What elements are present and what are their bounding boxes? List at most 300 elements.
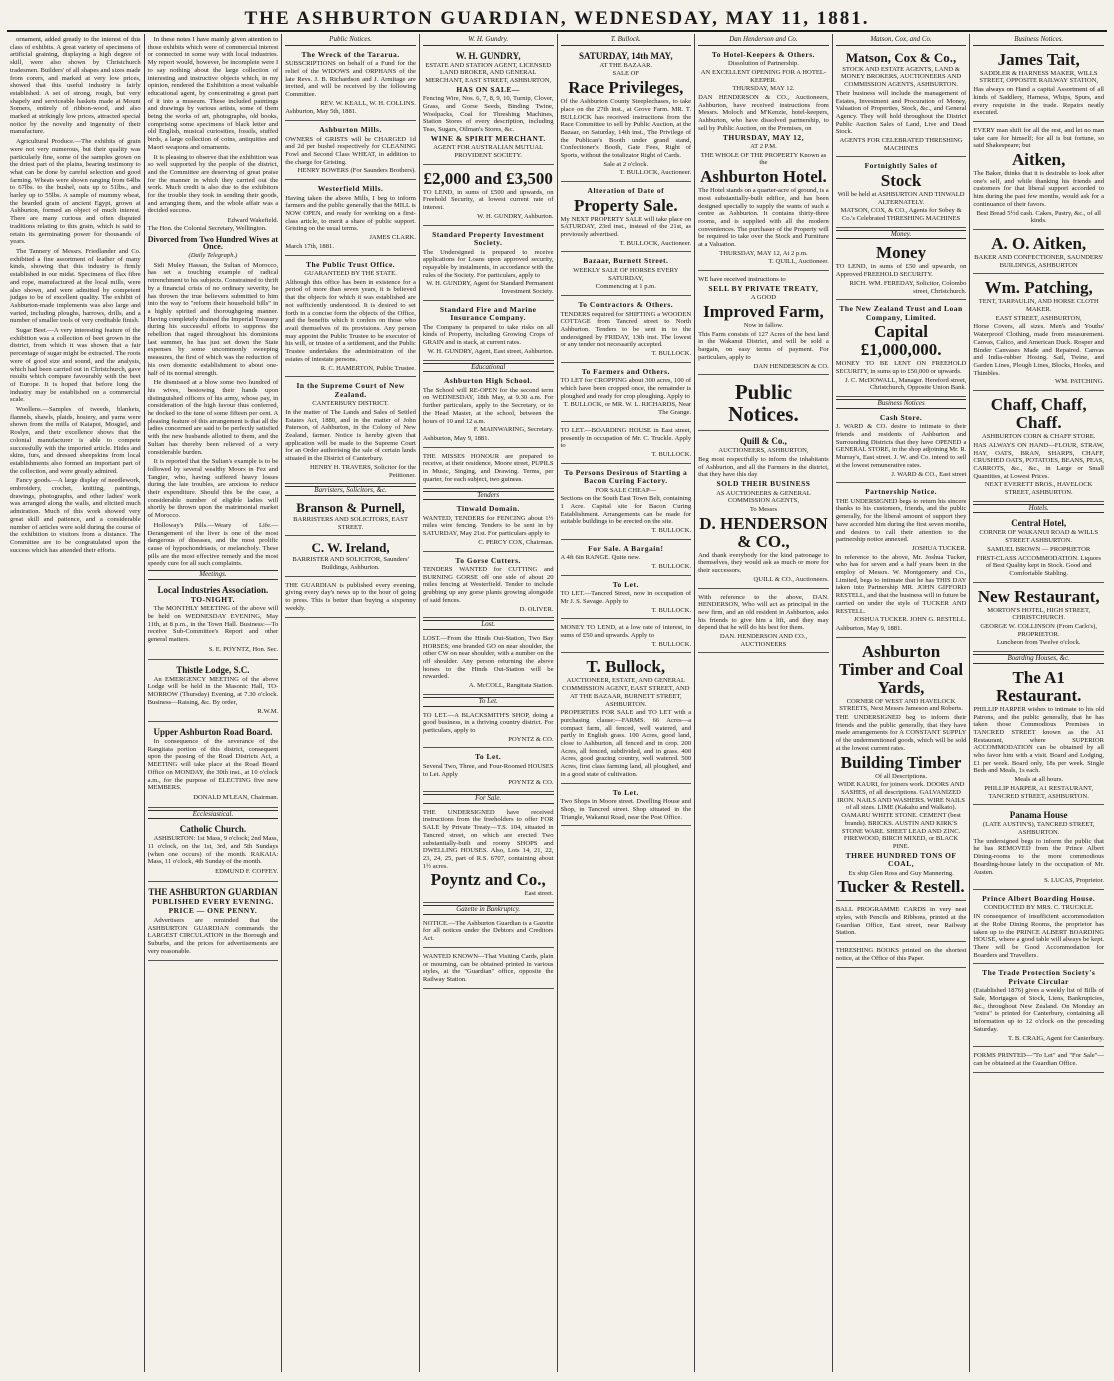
section-heading: Boarding Houses, &c. [973,654,1104,664]
article-paragraph: It is pleasing to observe that the exhibition was so well supported by the people of the district, and the Committee are deserving of great praise for the manner in which they carried out the work. Much credit is also due to the exhibitors for the trouble they took in sending their goods, and arranging them, and the whole affair was a decided success. [147,153,279,215]
advert-body: In the matter of The Lands and Sales of Settled Estates Act, 1880, and in the matter of John Paterson, of Ashburton, in the Colony of New Zealand, farmer. Notice is hereby given that application will be made to the Supreme Court for an Order authorising the sale of certain lands situated in the District of Canterbury. [285,408,416,463]
advert-signature: T. BULLOCK. [651,640,692,648]
advert-signature: MATSON, COX, & CO., Agents for Sobey & Co.'s Celebrated THRESHING MACHINES [840,207,962,223]
advert-signature: T. BULLOCK, Auctioneer. [619,169,692,177]
advert-body: Beg most respectfully to inform the inhabitants of Ashburton, and all the Farmers in the district, that they have this day [698,456,829,479]
advert-headline: Poyntz and Co., [430,870,546,890]
notice-signature: EDMUND F. COFFEY. [215,868,279,876]
advert-body: Two Shops in Moore street. Dwelling House and Shop, in Tancred street. Shop situated in the Triangle, Wakanui Road, near the Post Office. [560,798,692,821]
advert-body: FORMS PRINTED—"To Let" and "For Sale"—can be obtained at the Guardian Office. [973,1052,1104,1067]
advert-signature: T. BULLOCK. [651,350,692,358]
advert-subtitle: SELL BY PRIVATE TREATY, [708,283,819,293]
advert-title: Ashburton High School. [444,376,533,386]
advert-subtitle: SOLD THEIR BUSINESS [716,479,811,489]
advert-body: Of the Ashburton County Steeplechases, to take place on the 27th inst., at Grove Farm. MR. T. BULLOCK has received instructions from the Race Committee to sell by Public Auction, at the Bazaar, on Saturday, 14th inst., The Privilege of the Publican's Booth under grand stand, Confectioner's Booth, Gate Fees, Right of Sports, without the totalizator Right of Cards. [560,98,692,160]
advert-title: The Trade Protection Society's Private Circular [982,968,1096,986]
section-heading: Meetings. [148,570,279,580]
advert-body: Sections on the South East Town Belt, containing 1 Acre. Capital site for Bacon Curing Establishment. Arrangements can be made for suitable buildings to be erected on the site. [560,495,692,526]
advert-signature: JAMES CLARK. [369,234,416,242]
advert-subtitle: AUCTIONEER, ESTATE, AND GENERAL COMMISSION AGENT, EAST STREET, AND AT THE BAZAAR, BURNETT STREET, ASHBURTON. [562,677,690,708]
advert-title: To Hotel-Keepers & Others. [711,49,815,59]
advert [698,273,829,375]
advert [973,966,1104,1047]
masthead [7,4,1107,32]
advert-title: Branson & Purnell, [296,499,405,515]
advert-signature: DAN. HENDERSON AND CO., AUCTIONEERS [719,633,808,648]
advert-subtitle: AN EXCELLENT OPENING FOR A HOTEL-KEEPER. [700,68,827,84]
column-4 [420,34,558,1372]
advert [836,241,967,300]
advert-headline: A. O. Aitken, [991,233,1087,253]
advert-body: WANTED, TENDERS for FENCING about 1½ miles wire fencing. Tenders to be sent in by SATURDAY, May 21st. For particulars apply to [422,514,554,538]
advert [285,498,416,536]
advert-body: EVERY man shift for all the rest, and let no man take care for himself; for all is but fortune, so said Shakespeare; but [973,126,1104,150]
advert-signature: T. BULLOCK. [651,563,692,571]
advert-body: IN consequence of insufficient accommodation at the Robe Dining Rooms, the proprietor has taken up to the PRINCE ALBERT BOARDING HOUSE, where a good table will always be kept. There will be Good Accommodation for Boarders and Travellers. [973,913,1104,959]
section-heading: Money. [836,230,967,240]
notice-signature: DONALD M'LEAN, Chairman. [193,793,279,801]
advert [285,538,416,576]
column-2 [145,34,283,1372]
advert [973,232,1104,274]
advert-title: In the Supreme Court of New Zealand. [296,381,405,399]
advert-body: NOTICE.—The Ashburton Guardian is a Gazette for all notices under the Debtors and Creditors Act. [422,919,554,943]
section-heading: For Sale. [423,794,554,804]
advert-subtitle: THREE HUNDRED TONS OF COAL, [845,850,957,869]
column-heading: Dan Henderson and Co. [698,36,829,46]
notice-title: Catholic Church. [179,824,247,835]
advert-title: Cash Store. [879,412,923,422]
advert [561,466,692,540]
advert [423,48,554,165]
advert-headline: Wm. Patching, [984,278,1093,298]
advert-subtitle: A GOOD [750,294,776,302]
advert-body: Although this office has been in existence for a period of more than seven years, it is believed that the objects for which it was established are not sufficiently understood. It is desired to set forth in a concise form the objects of the Office, and the benefits which it confers on those who avail themselves of its provisions. Any person may appoint the Public Trustee to be executor of his will, or trustee of a settlement, and the Public Trustee undertakes the administration of the estates of intestate persons. [285,278,416,363]
advert [423,303,554,361]
advert-title: For Sale. A Bargain! [588,543,664,553]
church-notice [148,821,279,882]
advert [698,433,829,588]
advert-subtitle: Now in fallow. [743,322,784,330]
advert-body: Horse Covers, all sizes. Men's and Youths' Waterproof Clothing, made from measurement. Canvas, Calico, and American Duck. Rosper and Binder Canvases Made and Repaired. Canvas and India-rubber Hosing. Sail, Twine, and Garden Lines, Plough Lines, Blocks, Hooks, and Thimbles. [973,323,1104,377]
advert-body: Several Two, Three, and Four-Roomed HOUSES to Let. Apply [422,762,554,778]
advert-signature: GEORGE W. COLLINSON (From Carlo's), PROPRIETOR. [980,623,1097,638]
advert [973,393,1104,502]
advert [973,666,1104,805]
advert [973,892,1104,964]
column-6 [695,34,833,1372]
advert-subtitle: ESTATE AND STATION AGENT, LICENSED LAND BROKER, AND GENERAL MERCHANT, EAST STREET, ASHBURTON, [425,61,552,85]
notice-title: Local Industries Association. [157,584,269,595]
advert-body: THE UNDERSIGNED begs to return his sincere thanks to his customers, friends, and the public generally, for the liberal amount of support they have accorded him during the first seven months, and desires to call their attention to the partnership notice annexed. [835,497,967,544]
advert-signature: F. MAINWARING, Secretary. [473,426,554,434]
advert [561,184,692,252]
advert-body: THRESHING BOOKS printed on the shortest notice, at the Office of this Paper. [835,947,967,962]
advert-title: Prince Albert Boarding House. [982,893,1096,903]
advert [423,228,554,301]
advert-signature: C. PERCY COX, Chairman. [478,538,554,546]
advert-list: WIDE KAURI, for joiners work. DOORS AND SASHES, of all descriptions. GALVANIZED IRON. NAILS AND WASHERS. WIRE NAILS of all sizes. LIME (Kakahu and Walkato). OAMARU WHITE STONE. CEMENT (best brands). BRICKS. AUSTIN AND KIRK'S STONE WARE. SHEET LEAD AND ZINC. FIREWOOD, BIRCH MIXED, or BLACK PINE. [837,781,965,850]
advert-body: TO LET.—Tancred Street, now in occupation of Mr J. S. Savage. Apply to [560,590,692,605]
advert-body: Their business will include the management of Estates, Investment and Procuration of Money, Valuation of Properties, Stock, &c., and General Agency. They will hold throughout the District Public Auction Sales of Land, Live and Dead Stock. [835,89,967,136]
advert-subtitle: Of all Descriptions. [875,772,927,780]
notice-title: Upper Ashburton Road Board. [153,727,273,738]
advert-signature: DAN HENDERSON & CO. [753,362,829,370]
advert-subtitle: MORTON'S HOTEL, HIGH STREET, CHRISTCHURCH. [987,606,1091,622]
section-heading: Educational [423,363,554,373]
advert-body: THE UNDERSIGNED have received instructions from the freeholders to offer FOR SALE by Private Treaty—T.S. 104, situated in Tancred street, on which are erected Two substantially-built and roomy SHOPS and DWELLING HOUSES. Also, Lots 14, 21, 22, 23, 24, 25, part of R.S. 6707, containing about 1½ acres. [422,808,554,870]
advert-title: To Contractors & Others. [578,300,674,310]
notice-body: In consequence of the severance of the Rangitata portion of this district, consequent upon the passing of the Road Districts Act, a MEETING will take place at the Road Board Office on MONDAY, the 30th inst., at 10 o'clock a.m., for the purpose of ELECTING five new MEMBERS. [147,738,279,792]
article-paragraph: In these notes I have mainly given attention to those exhibits which were of commercial interest or connected in some way with local industries. My report would, however, be incomplete were I to say nothing about the large collection of interesting and instructive objects which, in my opinion, rendered the Exhibition a most valuable educational agent, by concentrating a great part of it into a museum. These included paintings and drawings by various artists, some of them being the works of art, photographs, old books, comprising some specimens of black letter and old English, musical curiosities, fossils, stuffed birds, a large collection of coins, antiquities and Maori weapons and ornaments. [147,36,279,151]
advert-signature: S. LUCAS, Proprietor. [1044,877,1104,885]
advert-headline: D. HENDERSON & CO., [699,513,828,551]
advert-body: The Baker, thinks that it is desirable to look after one's self, and while thanking his friends and customers for that liberal support accorded to him during the past few months, would ask for a continuance of their favors. [973,170,1104,208]
advert [423,502,554,551]
notice-signature: R.W.M. [257,708,279,716]
advert-body: TENDERS WANTED for CUTTING and BURNING GORSE off one side of about 20 miles fencing at Westerfield. Tender to include grubbing up any gorse plants growing alongside of said fences. [422,566,554,604]
advert-body: The Undersigned is prepared to receive applications for Loans upon approved security, repayable by instalments, in accordance with the rules of the Society. For particulars, apply to [422,248,554,279]
advert-subtitle: To Messrs [749,506,778,514]
advert [423,450,554,489]
advert [836,944,967,967]
advert [836,302,967,397]
advert-time: Sale at 2 o'clock. [603,160,649,168]
advert-signature: NEXT EVERETT BROS., HAVELOCK STREET, ASHBURTON. [984,481,1093,497]
section-heading: Gazette in Bankruptcy. [423,905,554,915]
advert-signature: W. H. GUNDRY, Agent, East street, Ashburton. [427,347,554,355]
advert [285,258,416,378]
advert-body: FIRST-CLASS ACCOMMODATION. Liquors of Best Quality kept in Stock. Good and Comfortable Stabling. [976,554,1101,577]
advert-signature: T. QUILL, Auctioneer. [768,258,829,266]
advert-signature: HENRY H. TRAVERS, Solicitor for the Petitioner. [309,463,416,479]
advert-body: The Hotel stands on a quarter-acre of ground, is a most substantially-built edifice, and has been designed specially to supply the wants of such a centre as Ashburton. It contains thirty-three rooms, and is supplied with all the modern conveniences. The purchaser of the Property will be required to take over the Stock and Furniture at a Valuation. [698,187,829,249]
advert [285,123,416,180]
advert-title: Central Hotel, [1011,518,1067,529]
advert-body: TO LET.—BOARDING HOUSE in East street, presently in occupation of Mr. C. Truckle. Apply to [560,426,692,450]
advert [836,485,967,637]
notice-signature: S. E. POYNTZ, Hon. Sec. [208,645,279,653]
advert-subtitle: SADDLER & HARNESS MAKER, WILLS STREET, OPPOSITE RAILWAY STATION, [979,69,1099,85]
advert-signature: REV. W. KEALL, W. H. COLLINS. [320,99,416,107]
advert-signature: W. H. GUNDRY, Agent for Standard Permanent Investment Society. [426,280,554,296]
advert-subtitle: HAS ON SALE— [456,84,520,94]
advert-signature: RICH. WM. FEREDAY, Solicitor, Colombo street, Christchurch. [849,279,967,295]
advert [973,276,1104,391]
advert-subtitle: Meals at all hours. [1014,776,1064,784]
advert-body: The School will RE-OPEN for the second term on WEDNESDAY, 18th May, at 9.30 a.m. For further particulars, apply to the Secretary, or to the Head Master, at the school, between the hours of 10 and 12 a.m. [422,386,554,425]
advert-signature: J. C. McDOWALL, Manager. Hereford street, Christchurch, Opposite Union Bank. [845,376,967,392]
advert-body: HAS ALWAYS ON HAND—FLOUR, STRAW, HAY, OATS, BRAN, SHARPS, CHAFF, CRUSHED OATS, POTATOES, BEANS, PEAS, CARROTS, &c., &c., in Large or Small Quantities, at Lowest Prices. [973,441,1104,480]
advert-title: The New Zealand Trust and Loan Company, Limited. [839,304,963,322]
advert-subtitle: TENT, TARPAULIN, AND HORSE CLOTH MAKER. [978,298,1099,314]
article-headline: Divorced from Two Hundred Wives at Once. [147,234,279,252]
advert-headline: Ashburton Hotel. [700,167,827,187]
advert [423,374,554,447]
article-paragraph: Fancy goods.—A large display of needlework, embroidery, crochet, knitting, paintings, drawings, photographs, and other ladies' work was arranged along the walls, and elicited much admiration. Much of this work showed very great skill and patience, and a considerable number of articles were sold during the course of the exhibition to visitors from a distance. The Committee are to be congratulated upon the success which has attended their efforts. [10,477,141,554]
advert-title: C. W. Ireland, [311,540,390,556]
advert [423,950,554,989]
advert-title: Matson, Cox & Co., [845,49,957,65]
advert-subtitle: FOR SALE CHEAP— [595,486,657,494]
notice-subtitle: PRICE — ONE PENNY. [168,906,258,916]
advert-headline: Capital £1,000,000. [860,322,942,360]
advert-headline: Aitken, [1012,150,1066,170]
advert-body: TENDERS required for SHIFTING a WOODEN COTTAGE from Tancred street to North Ashburton. Tenders to be sent in to the undersigned by FRIDAY, 13th inst. The lowest or any tender not necessarily accepted. [560,310,692,349]
article-paragraph: Sidi Muley Hassan, the Sultan of Morocco, has set a touching example of radical retrenchment to his subjects. Constrained to thrift by a financial crisis of no ordinary severity, he has thrown the true believers submitted to him into the way to "reform their household bills" in a highly spirited and thoroughgoing manner. Having completely drained the Imperial Treasury during his successful efforts to suppress the rebellion that raged throughout his dominions last summer, he has just set down the State expenses by some uncommonly sweeping measures, the first of which was the reduction of his own domestic establishment to about one-half of its normal strength. [147,261,279,377]
advert-subtitle: AS AUCTIONEERS & GENERAL COMMISSION AGENTS, [716,489,811,505]
advert-title: Panama House [1009,810,1068,821]
advert [973,1049,1104,1072]
advert-body: LOST.—From the Hinds Out-Station, Two Bay HORSES; one branded GO on near shoulder, the other CW on near shoulder, with a number on the off shoulder. Any person returning the above horses to the Hinds Out-Station will be rewarded. [422,634,554,681]
meeting-notice [148,582,279,660]
advert-body: BALL PROGRAMME CARDS in very neat styles, with Pencils and Ribbons, printed at the Guardian Office, East street, near Railway Station. [835,906,967,937]
advert-title: To Let. [475,752,502,762]
column-3 [282,34,420,1372]
advert-headline: The A1 Restaurant. [995,667,1082,705]
notice-body: ASHBURTON: 1st Mass, 9 o'clock; 2nd Mass, 11 o'clock, on the 1st, 3rd, and 5th Sundays (when one occurs) of the month. RAKAIA: Mass, 11 o'clock, 4th Sunday of the month. [147,835,279,866]
advert-body: My NEXT PROPERTY SALE will take place on SATURDAY, 23rd inst., instead of the 21st, as previously advertised. [560,215,692,239]
advert-subtitle: AT 2 P.M. [750,143,777,151]
advert-subtitle: GUARANTEED BY THE STATE. [304,270,397,278]
advert-body: (Established 1876) gives a weekly list of Bills of Sale, Mortgages of Stock, Liens, Bankruptcies, &c., throughout New Zealand. On Monday an "extra" is printed for Canterbury, containing all information up to 12 o'clock on the preceding Saturday. [973,987,1104,1033]
advert-body: THE MISSES HONOUR are prepared to receive, at their residence, Moore street, PUPILS in Music, Singing, and Drawing. Terms, per quarter, for each subject, two guineas. [422,452,554,483]
advert-body: Luncheon from Twelve o'clock. [996,639,1081,647]
advert [561,48,692,182]
advert [836,411,967,483]
advert-subtitle: Dissolution of Partnership. [727,60,799,68]
advert-subtitle: CONDUCTED BY MRS. C. TRUCKLE. [983,904,1094,912]
advert-title: Ashburton Mills. [319,125,382,135]
advert-body: MONEY TO BE LENT ON FREEHOLD SECURITY, in sums up to £50,000 or upwards. [835,360,967,375]
advert-title: To Let. [612,579,639,589]
advert [561,655,692,783]
advert [561,298,692,363]
advert [285,182,416,255]
advert-signature: POYNTZ & CO. [508,735,554,743]
advert-body: Commencing at 1 p.m. [595,283,656,291]
advert-signature: HENRY BOWERS (For Saunders Brothers). [297,167,416,175]
column-heading: Business Notices. [973,36,1104,46]
advert-headline: Improved Farm, [703,302,824,322]
advert-body: This Farm consists of 127 Acres of the best land in the Wakanui District, and will be sold a bargain, on easy terms of payment. For particulars, apply to [698,330,829,361]
advert-subtitle: WINE & SPIRIT MERCHANT. [430,133,546,143]
advert-title: SATURDAY, 14th MAY, [579,50,673,61]
advert-headline: Chaff, Chaff, Chaff. [990,395,1087,433]
advert [423,709,554,749]
guardian-notice [148,884,279,962]
notice-body: Advertisers are reminded that the ASHBURTON GUARDIAN commands the LARGEST CIRCULATION in the Borough and Suburbs, and the prices for advertisements are very reasonable. [147,916,279,955]
advert [561,621,692,653]
advert [973,585,1104,653]
advert-body: Having taken the above Mills, I beg to inform farmers and the public generally that the MILL is NOW OPEN, and ready for working on a first-class article, to merit a share of public support. Gristing on the usual terms. [285,194,416,233]
advert-title: To Persons Desirous of Starting a Bacon Curing Factory. [564,467,688,486]
advert-signature: QUILL & CO., Auctioneers. [753,575,829,583]
advert-body: SUBSCRIPTIONS on behalf of a Fund for the relief of the WIDOWS and ORPHANS of the late Revs. J. B. Richardson and J. Armitage are invited, and will be received by the following Committee. [285,60,416,99]
section-heading: Business Notices [836,399,967,409]
advert-signature: POYNTZ & CO. [508,779,554,787]
notice-subtitle: TO-NIGHT. [190,594,235,604]
column-8 [970,34,1107,1372]
advert-signature: T. B. CRAIG, Agent for Canterbury. [1008,1034,1104,1042]
advert-body: A 4ft 6in RANGE. Quite new. [560,554,641,562]
advert [561,424,692,464]
advert-date: Ashburton, May 9, 1881. [422,435,490,442]
advert [561,254,692,296]
advert-headline: T. Bullock, [586,657,666,677]
section-heading: Barristers, Solicitors, &c. [285,486,416,496]
advert-signature: T. BULLOCK, or MR. W. L. RICHARDS, Near The Grange. [563,401,692,417]
advert-title: Standard Property Investment Society. [432,229,545,248]
advert-headline: New Restaurant, [977,586,1100,606]
masthead-title: THE ASHBURTON GUARDIAN, WEDNESDAY, MAY 11, 1881. [244,8,870,29]
advert-body: PHILLIP HARPER wishes to intimate to his old Patrons, and the public generally, that he has taken those Commodious Premises in TANCRED STREET known as the A1 Restaurant, where SUPERIOR ACCOMMODATION can be obtained by all who favor him with a visit. Board and Lodging, £1 per week. Board only, 18s per week. Single Beds and Meals, 1s each. [973,705,1104,775]
advert [285,579,416,618]
signature: Edward Wakefield. [227,217,279,225]
advert-body: TO LEND, in sums of £50 and upwards, on Approved FREEHOLD SECURITY. [835,263,967,279]
notice-title: THE ASHBURTON GUARDIAN [148,886,278,897]
advert-signature: T. BULLOCK. [651,606,692,614]
advert-date: Ashburton, May 9, 1881. [835,624,903,632]
advert-title: W. H. GUNDRY, [455,50,521,61]
advert-subtitle: THE WHOLE OF THE PROPERTY Known as the [700,151,827,167]
advert [285,48,416,121]
advert-title: Alteration of Date of [587,186,665,196]
advert [285,379,416,484]
advert [423,632,554,695]
advert [423,554,554,619]
advert-headline: Money [876,243,927,263]
section-heading: Lost. [423,620,554,630]
advert-title: The Wreck of the Tararua. [301,49,400,59]
advert [973,48,1104,122]
advert-body: WANTED KNOWN—That Visiting Cards, plain or mourning, can be obtained printed in various styles, at the "Guardian" office, opposite the Railway Station. [422,952,554,983]
advert [423,167,554,226]
advert [973,124,1104,230]
advert-title: To Gorse Cutters. [455,555,521,565]
advert-signature: J. WARD & CO., East street [891,470,967,478]
advert-subtitle: AUCTIONEERS, ASHBURTON, [718,447,809,455]
advert-subtitle: WEEKLY SALE OF HORSES EVERY SATURDAY, [573,266,679,282]
advert-date: Ashburton, May 5th, 1881. [285,108,357,116]
advert-body: In reference to the above, Mr. Joshua Tucker, who has for seven and a half years been in the employ of Messrs. W. Montgomery and Co., Limited, begs to intimate that he has THIS DAY taken into Partnership MR. JOHN GIFFORD RESTELL, and that the business will in future be carried on under the style of TUCKER AND RESTELL. [835,553,967,615]
section-heading: Ecclesiastical. [148,810,279,820]
advert-headline: Tucker & Restell. [837,877,965,897]
advert-subtitle: Ex ship Glen Ross and Guy Mannering. [848,869,954,877]
advert-headline: Property Sale. [574,195,678,215]
article-paragraph: Sugar Beet.—A very interesting feature of the exhibition was a collection of beet grown in the district, from which it was shown that a fair percentage of sugar might be extracted. The roots were of good size and sound, and the analysis, which had been carried out in Christchurch, gave results which compare favourably with the beet of Europe. It is hoped that before long the industry may be established on a commercial scale. [10,327,141,404]
article-paragraph: It is reported that the Sultan's example is to be followed by several wealthy Moors in Fez and Tangier, who, having suffered heavy losses during the late troubles, are anxious to reduce their expenditure. Should this be the case, a considerable number of eligible ladies will shortly be thrown upon the matrimonial market of Morocco. [147,458,279,520]
advert-body: TO LEND, in sums of £500 and upwards, on Freehold Security, at lowest current rate of interest. [422,188,554,212]
advert [836,48,967,158]
advert-signature: W. H. GUNDRY, Ashburton. [477,212,554,220]
advert-title: The Public Trust Office. [305,259,396,269]
advert [561,542,692,576]
advert-title: Quill & Co., [739,436,787,447]
advert-signature: T. BULLOCK. [651,450,692,458]
advert-body: THE UNDERSIGNED beg to inform their friends and the public generally, that they have made arrangements for A CONSTANT SUPPLY of the undermentioned goods, which will be sold at the lowest current rates. [835,714,967,752]
advert [423,750,554,792]
advert-subtitle: STOCK AND ESTATE AGENTS, LAND & MONEY BROKERS, AUCTIONEERS AND COMMISSION AGENTS, ASHBURTON. [840,65,962,89]
advert-body: WE have received instructions to [698,276,786,284]
advert-title: Bazaar, Burnett Street. [583,256,669,266]
advert [423,917,554,948]
advert-title: Westerfield Mills. [317,184,384,194]
notice-body: An EMERGENCY MEETING of the above Lodge will be held in the Masonic Hall, TO-MORROW (Thursday) Evening, at 7.30 o'clock. Business—Raising, &c. By order, [147,675,279,706]
advert-body: BARRISTER AND SOLICITOR, Saunders' Buildings, Ashburton. [292,556,409,572]
section-banner: Public Notices. [728,380,799,427]
advert-subtitle: EAST STREET, ASHBURTON, [995,314,1082,322]
advert-body: J. WARD & CO. desire to intimate to their friends and residents of Ashburton and Surrounding Districts that they have OPENED a GENERAL STORE, in the shop adjoining Mr. R. Murray's, East street. J. W. and Co. intend to sell at the lowest remunerative rates. [835,423,967,469]
advert-subtitle: BAKER AND CONFECTIONER, SAUNDERS' BUILDINGS, ASHBURTON [974,253,1104,269]
advert-signature: JOSHUA TUCKER. [911,544,967,552]
advert-subtitle: AGENT FOR AUSTRALIAN MUTUAL PROVIDENT SOCIETY. [433,144,544,160]
advert-body: And thank everybody for the kind patronage to themselves, they would ask as much or more for their successors. [698,551,829,575]
advert-headline: Stock [880,170,922,190]
article-paragraph: Woollens.—Samples of tweeds, blankets, flannels, shawls, plaids, hosiery, and yarns were shown from the mills of Kaiapoi, Mosgiel, and Roslyn, and their excellence shows that the colonial manufacturer is able to compete successfully with the imported article. Hides and skins, furs, and dressed sheepskins from local establishments also formed an important part of the collection, and were greatly admired. [10,406,141,475]
advert [698,377,829,431]
article-paragraph: He dismissed at a blow some two hundred of his wives, bestowing their hands upon distinguished officers of his army, whose pay, in consideration of the high favour thus conferred, he docked to the tune of some fifteen per cent. A pleasing feature of this arrangement is that all the ladies concerned are said to be perfectly satisfied with the new husbands allotted to them, and the Sultan has thereby been relieved of a very considerable burden. [147,379,279,456]
column-heading: W. H. Gundry. [423,36,554,46]
advert [561,365,692,422]
advert-body: The undersigned begs to inform the public that he has REMOVED from the Prince Albert Dining-rooms to the more commodious Boarding-house lately in the occupation of Mr. Austen. [973,837,1104,876]
advert-body: The Company is prepared to take risks on all kinds of Property, including Growing Crops of GRAIN and in stack, at current rates. [422,323,554,347]
article-paragraph: Agricultural Produce.—The exhibits of grain were not very numerous, but their quality was particularly fine, some of the samples grown on the driest part of the plains, bearing testimony to what can be done by careful selection and good farming. Wheats were shown ranging from 64lbs to 67lbs. to the bushel, oats up to 51lbs., and barley up to 55lbs. A sample of mummy wheat, the bearded grain of ancient Egypt, grown at Ashburton, formed an object of much interest. There are many curious and often disputed traditions relating to this grain, which is said to retain its germinating power for thousands of years. [10,138,141,246]
advert-subtitle: AT THE BAZAAR. [599,61,653,69]
advert-body: PROPERTIES FOR SALE and TO LET with a purchasing clause:—FARMS. 66 Acres—a compact farm, all fenced, well watered, and partly in English grass. 100 Acres, good land, close to Ashburton, all fenced and in crop. 200 Acres, all fenced, subdivided, and in grass. 400 Acres, good grazing country, well watered. 500 Acres, first class farming land, all ploughed, and in a good state of cultivation. [560,709,692,778]
advert-subtitle: AGENTS FOR CELEBRATED THRESHING MACHINES [839,137,963,152]
advert-headline: Ashburton Timber and Coal Yards, [839,641,964,697]
section-heading: Tenders [423,491,554,501]
article-source: (Daily Telegraph.) [188,251,238,259]
advert-subtitle: ASHBURTON CORN & CHAFF STORE. [981,433,1096,441]
advert-subtitle: THURSDAY, MAY 12, [722,132,805,142]
columns [7,34,1107,1372]
advert-title: Tinwald Domain. [456,504,520,514]
advert [973,515,1104,582]
section-heading: To Let. [423,697,554,707]
advert-headline: Race Privileges, [568,78,684,98]
section-heading: Hotels. [973,504,1104,514]
advert-headline: Building Timber [840,752,962,772]
advert-body: OWNERS of GRISTS will be CHARGED 1d and 2d per bushel respectively for CLEANING Fowl and Second Class WHEAT, in addition to the charge for Gristing. [285,135,416,166]
advert-body: Fencing Wire, Nos. 6, 7, 8, 9, 10, Turnip, Clover, Grass, and Gorse Seeds, Binding Twine, Woolpacks, Coal for Threshing Machines, Station Stores of every description, including Teas, Sugars, Oilman's Stores, &c. [422,95,554,134]
article-paragraph: ornament, added greatly to the interest of this class of exhibits. A great variety of specimens of artificial graining, displaying a high degree of skill, were also shown by Christchurch tradesmen. Builders' of all shapes and sizes made from corers, and marked at very low prices, showed that this useful industry is fairly established. A set of strong, rough, but very shapely and serviceable baskets made at Mount Somers, entirely of ribbon-wood, and also marked at strikingly low prices, attracted special notice by the novelty and ingenuity of their manufacture. [10,36,141,136]
advert-signature: East street. [524,890,554,898]
notice-body: The MONTHLY MEETING of the above will be held on WEDNESDAY EVENING, May 11th, at 8 p.m., in the Town Hall. Business:—To receive Sub-Committee's Report and other general matters. [147,605,279,644]
advert-body: Will be held at ASHBURTON AND TINWALD ALTERNATELY. [837,190,965,206]
notice-subtitle: PUBLISHED EVERY EVENING. [152,896,274,906]
column-heading: Public Notices. [285,36,416,46]
advert-subtitle: CORNER OF WEST AND HAVELOCK STREETS, Next Messrs Jameson and Roberts. [839,697,963,713]
column-heading: Matson, Cox, and Co. [836,36,967,46]
article-paragraph: The Tannery of Messrs. Friedlander and Co. exhibited a fine assortment of leather of many kinds, showing that this industry is firmly established in our midst. Specimens of flax fibre and rope, manufactured at the local mills, were also shown, and were admitted by competent judges to be of excellent quality. The exhibit of Ashburton-made implements was also large and varied, including ploughs, harrows, drills, and a number of smaller tools of very creditable finish. [10,247,141,325]
advert-headline: James Tait, [997,49,1080,69]
advert-title: Partnership Notice. [865,487,938,497]
advert-paragraph: Holloway's Pills.—Weary of Life.—Derangement of the liver is one of the most dangerous of diseases, and the most prolific cause of hypochondriasis, or melancholy. These pills are the most effective remedy and the most speedy cure for all such complaints. [147,521,279,568]
advert-signature: R. C. HAMERTON, Public Trustee. [320,364,416,372]
column-5 [558,34,696,1372]
advert-body: BARRISTERS AND SOLICITORS, EAST STREET. [293,515,409,531]
advert-date: March 17th, 1881. [285,242,334,250]
advert-subtitle: (LATE AUSTIN'S), TANCRED STREET, ASHBURTON. [982,821,1095,836]
advert-signature: PHILLIP HARPER, A1 RESTAURANT, TANCRED STREET, ASHBURTON. [984,784,1094,800]
advert [836,159,967,227]
advert [698,48,829,271]
meeting-notice [148,724,279,808]
advert-body: THE GUARDIAN is published every evening, giving every day's news up to the hour of going to press. This is better than buying a sixpenny weekly. [285,581,416,612]
newspaper-page [7,4,1107,1372]
